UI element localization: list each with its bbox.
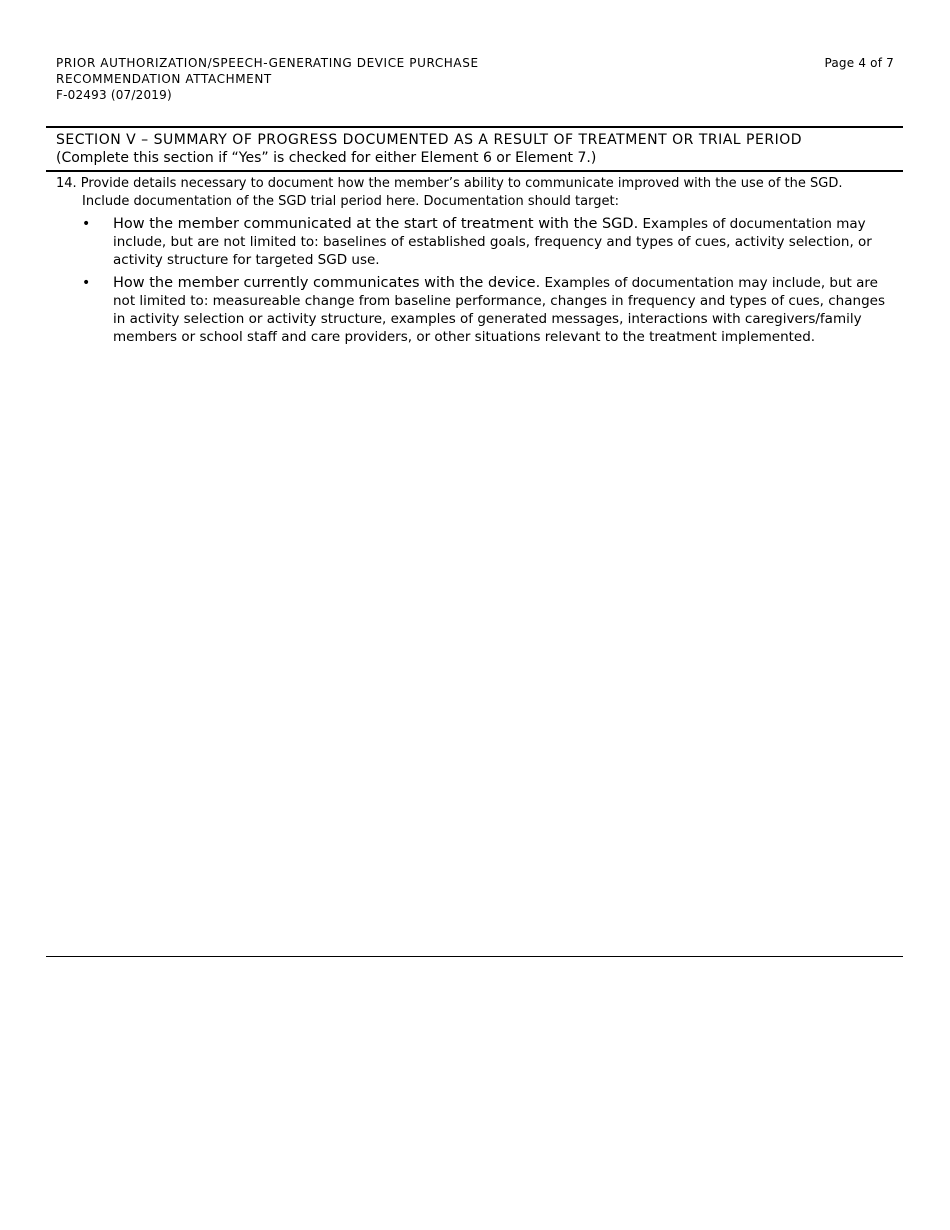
- bullet-detail-text: Examples of documentation may include, but are not limited to: measureable change from baseline performance, changes in frequency and types of cues, changes in activity selection or activity structure, examples of generated messages, interactions with caregivers/family members or school staff and care providers, or other situations relevant to the treatment implemented.: [113, 275, 885, 345]
- section-title: SECTION V – SUMMARY OF PROGRESS DOCUMENTED AS A RESULT OF TREATMENT OR TRIAL PERIOD: [56, 132, 803, 148]
- question-14: [56, 175, 898, 211]
- bullet-icon: •: [82, 216, 91, 232]
- form-number: F-02493 (07/2019): [56, 88, 172, 102]
- bullet-detail-text: Examples of documentation may include, but are not limited to: baselines of established goals, frequency and types of cues, activity selection, or activity structure for targeted SGD use.: [113, 216, 872, 268]
- form-header: [56, 55, 894, 103]
- section-bottom-divider: [46, 956, 903, 957]
- bullet-icon: •: [82, 275, 91, 291]
- form-title-line-1: PRIOR AUTHORIZATION/SPEECH-GENERATING DEVICE PURCHASE: [56, 56, 479, 70]
- list-item: [56, 215, 898, 269]
- question-14-text: 14. Provide details necessary to document how the member’s ability to communicate improved with the use of the SGD.: [56, 176, 843, 191]
- section-instruction: (Complete this section if “Yes” is checked for either Element 6 or Element 7.): [56, 150, 597, 166]
- form-title-line-2: RECOMMENDATION ATTACHMENT: [56, 72, 272, 86]
- bullet-lead-text: How the member communicated at the start of treatment with the SGD.: [113, 216, 639, 232]
- list-item: [56, 274, 898, 346]
- page-number: Page 4 of 7: [824, 56, 894, 70]
- section-v-header: [46, 126, 903, 172]
- documentation-targets-list: [56, 215, 898, 351]
- question-14-instruction: Include documentation of the SGD trial period here. Documentation should target:: [82, 194, 619, 209]
- bullet-lead-text: How the member currently communicates with the device.: [113, 275, 541, 291]
- question-14-response-area[interactable]: [46, 350, 903, 956]
